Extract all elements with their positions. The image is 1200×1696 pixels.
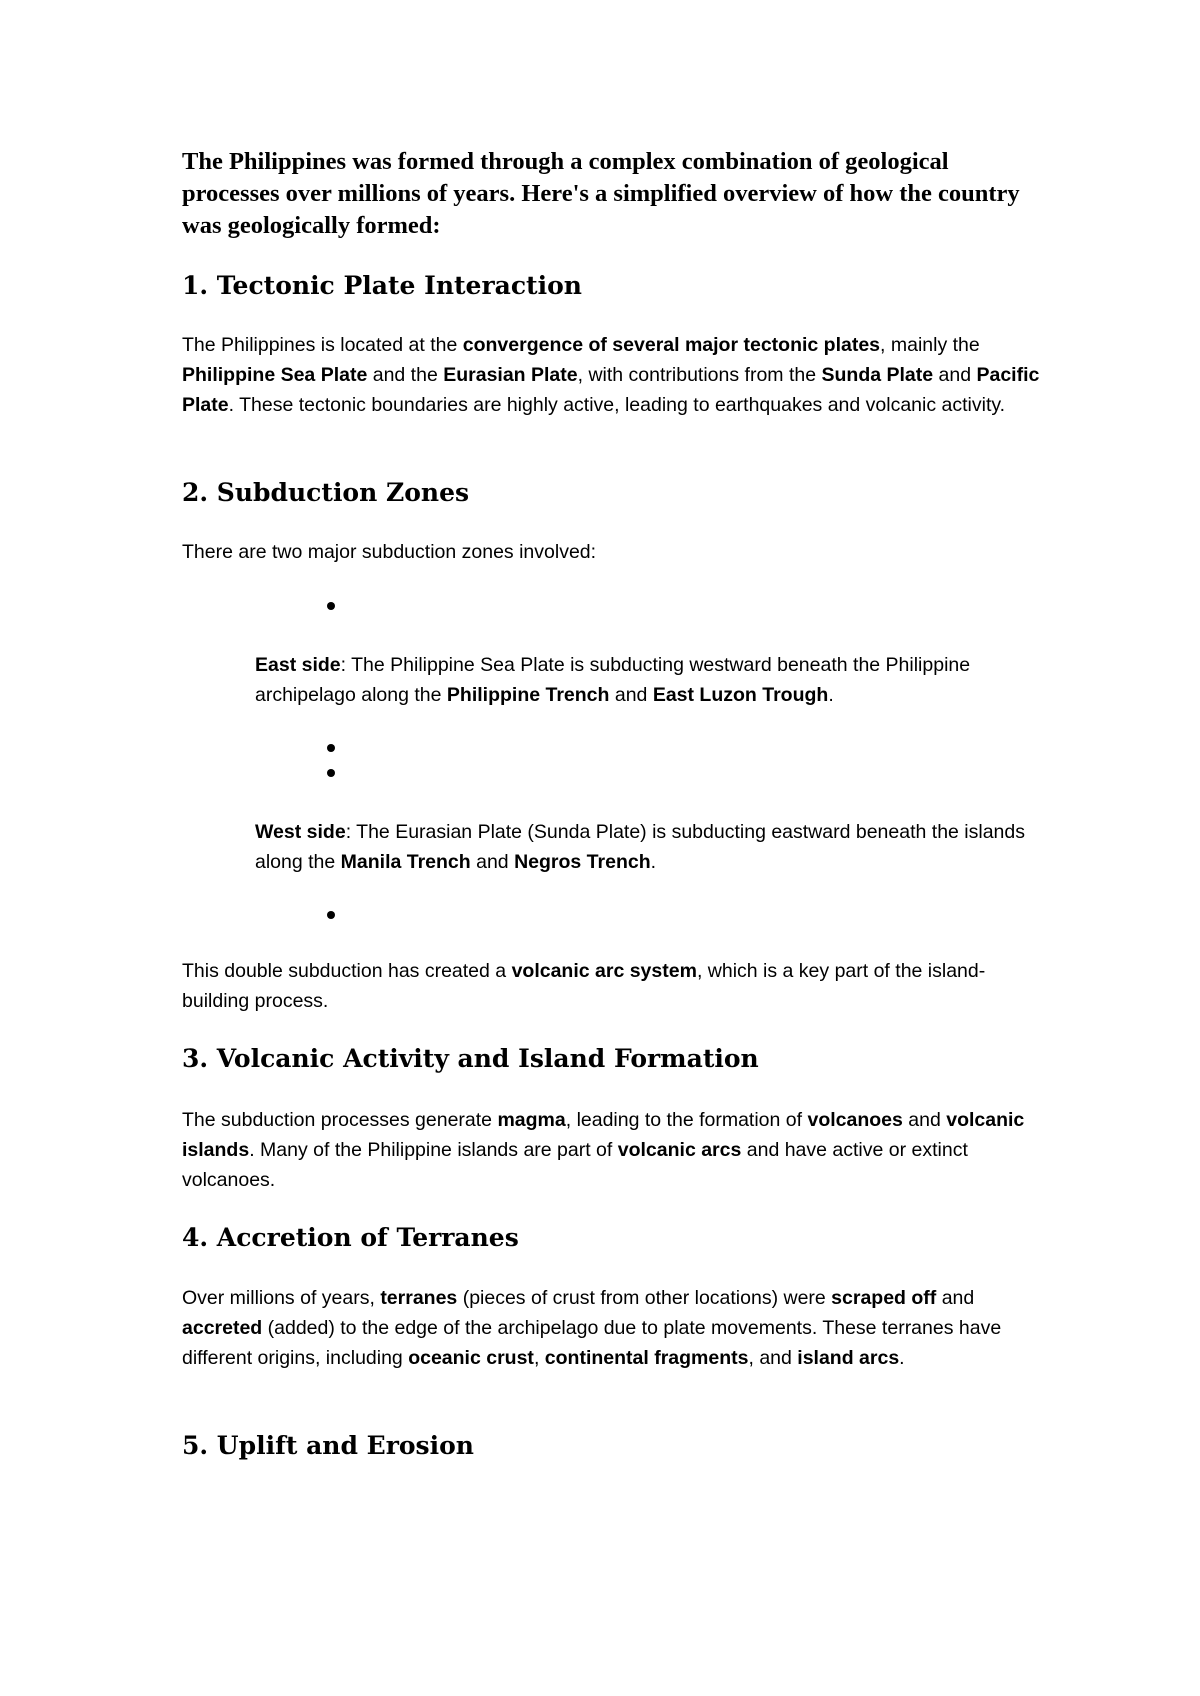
text-run: .: [828, 684, 834, 706]
bold-term: volcanoes: [807, 1109, 903, 1131]
text-run: . Many of the Philippine islands are part of: [249, 1139, 618, 1161]
bold-term: Pacific Plate: [182, 364, 1040, 416]
bullet-point: [327, 744, 335, 752]
bold-term: volcanic arc system: [511, 960, 697, 982]
east-side-paragraph: [255, 650, 1045, 710]
text-run: This double subduction has created a: [182, 960, 512, 982]
bullet-point: [327, 769, 335, 777]
volcanic-paragraph: [182, 1105, 1052, 1195]
text-run: and: [933, 364, 977, 386]
section-heading-subduction-zones: 2. Subduction Zones: [182, 478, 470, 507]
bold-term: oceanic crust: [408, 1347, 534, 1369]
text-run: .: [650, 851, 657, 873]
text-run: . These tectonic boundaries are highly active, leading to earthquakes and volcanic activity.: [228, 394, 1006, 416]
text-run: Over millions of years,: [182, 1287, 381, 1309]
bold-term: volcanic islands: [182, 1109, 1025, 1161]
text-run: and: [609, 684, 653, 706]
text-run: : The Philippine Sea Plate is subducting westward beneath the Philippine archipelago along the: [255, 654, 971, 706]
section-heading-uplift-and-erosion: 5. Uplift and Erosion: [182, 1431, 474, 1460]
bold-term: island arcs: [797, 1347, 900, 1369]
bold-term: scraped off: [831, 1287, 937, 1309]
section-heading-accretion-of-terranes: 4. Accretion of Terranes: [182, 1223, 519, 1252]
text-run: , which is a key part of the island-building process.: [182, 960, 986, 1012]
bold-term: volcanic arcs: [617, 1139, 742, 1161]
text-run: The Philippines is located at the: [182, 334, 463, 356]
bold-term: Negros Trench: [514, 851, 651, 873]
double-subduction-paragraph: [182, 956, 1052, 1016]
bold-term: terranes: [380, 1287, 458, 1309]
text-run: The subduction processes generate: [182, 1109, 498, 1131]
bold-term: Sunda Plate: [821, 364, 934, 386]
text-run: and: [936, 1287, 975, 1309]
intro-paragraph: The Philippines was formed through a complex combination of geological processes over millions of years. Here's a simplified overview of how the country was geologically formed:: [182, 148, 1020, 239]
text-run: (pieces of crust from other locations) were: [457, 1287, 832, 1309]
subduction-lead-paragraph: There are two major subduction zones involved:: [182, 541, 597, 563]
bold-term: Philippine Trench: [446, 684, 610, 706]
bold-term: magma: [497, 1109, 566, 1131]
section-heading-volcanic-activity: 3. Volcanic Activity and Island Formation: [182, 1044, 759, 1073]
bold-term: West side: [255, 821, 346, 843]
text-run: (added) to the edge of the archipelago due to plate movements. These terranes have different origins, including: [182, 1317, 1002, 1369]
text-run: : The Eurasian Plate (Sunda Plate) is subducting eastward beneath the islands along the: [255, 821, 1025, 873]
bullet-point: [327, 911, 335, 919]
west-side-paragraph: [255, 817, 1045, 877]
bold-term: Manila Trench: [340, 851, 471, 873]
bold-term: accreted: [182, 1317, 263, 1339]
bold-term: East side: [255, 654, 341, 676]
text-run: .: [899, 1347, 905, 1369]
text-run: and: [902, 1109, 947, 1131]
bold-term: Philippine Sea Plate: [182, 364, 368, 386]
text-run: ,: [533, 1347, 545, 1369]
text-run: and the: [367, 364, 444, 386]
text-run: , with contributions from the: [577, 364, 822, 386]
accretion-paragraph: [182, 1283, 1052, 1373]
bullet-point: [327, 602, 335, 610]
bold-term: Eurasian Plate: [443, 364, 578, 386]
text-run: and have active or extinct volcanoes.: [182, 1139, 968, 1191]
text-run: and: [470, 851, 515, 873]
bold-term: convergence of several major tectonic plates: [462, 334, 881, 356]
bold-term: continental fragments: [544, 1347, 749, 1369]
bold-term: East Luzon Trough: [652, 684, 829, 706]
text-run: , mainly the: [880, 334, 980, 356]
text-run: , leading to the formation of: [565, 1109, 808, 1131]
text-run: , and: [748, 1347, 798, 1369]
tectonic-paragraph: [182, 330, 1052, 420]
section-heading-tectonic-plate-interaction: 1. Tectonic Plate Interaction: [182, 271, 582, 300]
